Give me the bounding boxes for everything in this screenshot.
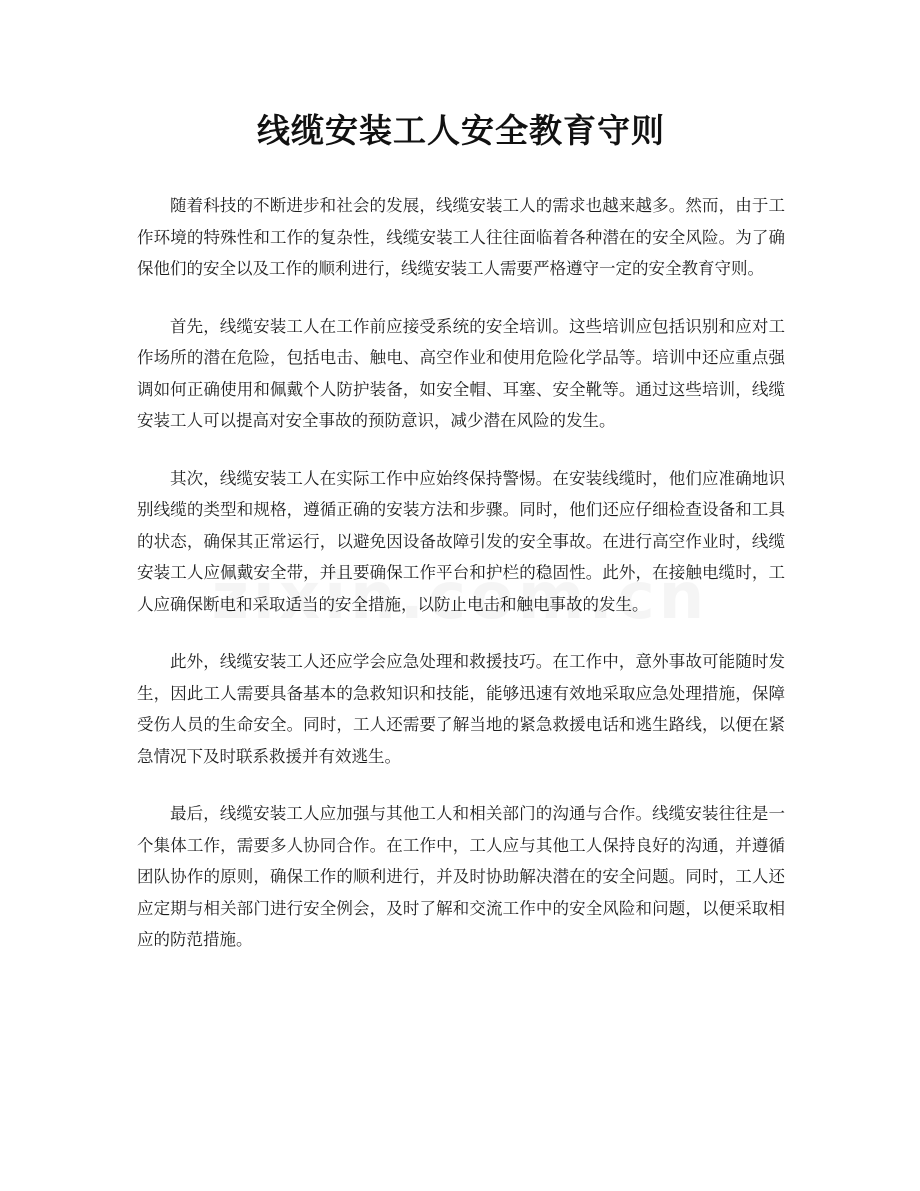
paragraph-training: 首先，线缆安装工人在工作前应接受系统的安全培训。这些培训应包括识别和应对工作场所的潜在危险，包括电击、触电、高空作业和使用危险化学品等。培训中还应重点强调如何正确使用和佩戴个人防护装备，如安全帽、耳塞、安全靴等。通过这些培训，线缆安装工人可以提高对安全事故的预防意识，减少潜在风险的发生。	[137, 316, 785, 430]
paragraph-emergency: 此外，线缆安装工人还应学会应急处理和救援技巧。在工作中，意外事故可能随时发生，因此工人需要具备基本的急救知识和技能，能够迅速有效地采取应急处理措施，保障受伤人员的生命安全。同时，工人还需要了解当地的紧急救援电话和逃生路线，以便在紧急情况下及时联系救援并有效逃生。	[137, 652, 785, 766]
document-title: 线缆安装工人安全教育守则	[257, 111, 665, 150]
paragraph-vigilance: 其次，线缆安装工人在实际工作中应始终保持警惕。在安装线缆时，他们应准确地识别线缆的类型和规格，遵循正确的安装方法和步骤。同时，他们还应仔细检查设备和工具的状态，确保其正常运行，以避免因设备故障引发的安全事故。在进行高空作业时，线缆安装工人应佩戴安全带，并且要确保工作平台和护栏的稳固性。此外，在接触电缆时，工人应确保断电和采取适当的安全措施，以防止电击和触电事故的发生。	[137, 468, 785, 614]
document-body	[137, 190, 785, 956]
paragraph-cooperation: 最后，线缆安装工人应加强与其他工人和相关部门的沟通与合作。线缆安装往往是一个集体工作，需要多人协同合作。在工作中，工人应与其他工人保持良好的沟通，并遵循团队协作的原则，确保工作的顺利进行，并及时协助解决潜在的安全问题。同时，工人还应定期与相关部门进行安全例会，及时了解和交流工作中的安全风险和问题，以便采取相应的防范措施。	[137, 804, 785, 949]
paragraph-intro: 随着科技的不断进步和社会的发展，线缆安装工人的需求也越来越多。然而，由于工作环境的特殊性和工作的复杂性，线缆安装工人往往面临着各种潜在的安全风险。为了确保他们的安全以及工作的顺利进行，线缆安装工人需要严格遵守一定的安全教育守则。	[137, 196, 785, 278]
